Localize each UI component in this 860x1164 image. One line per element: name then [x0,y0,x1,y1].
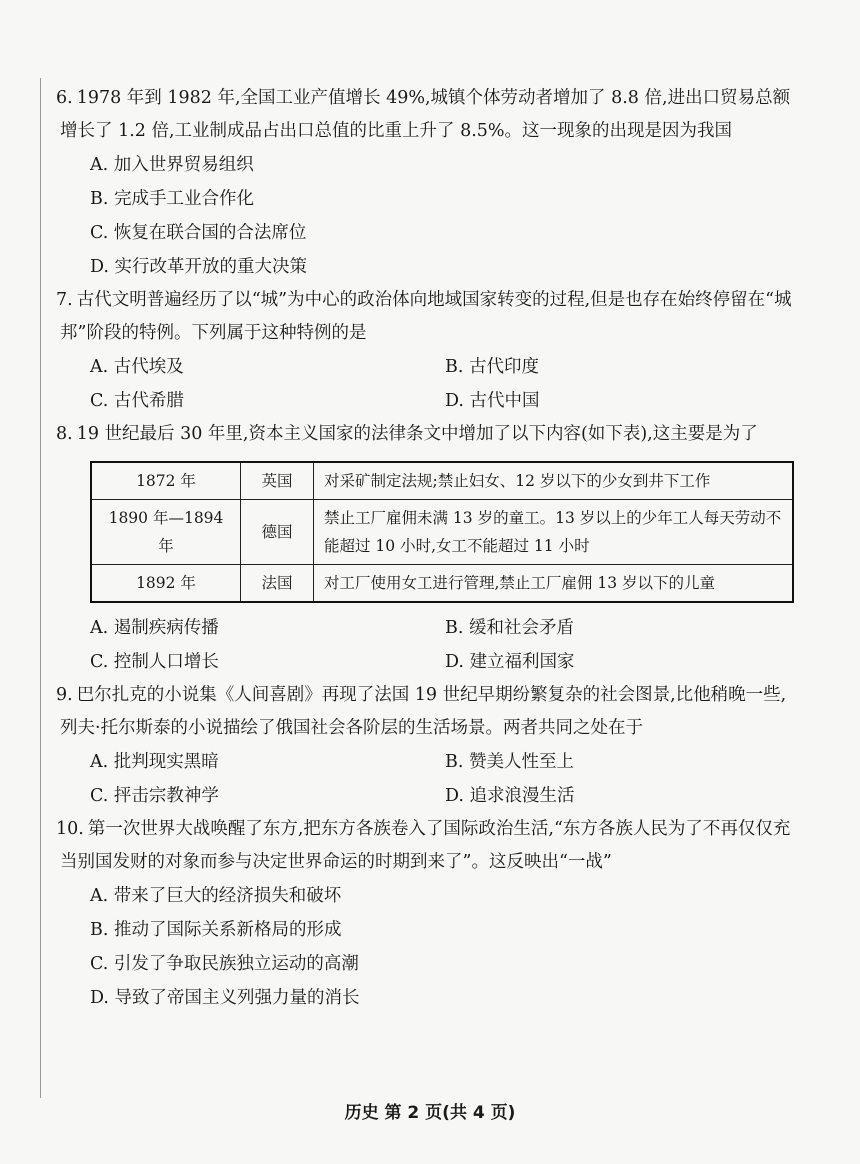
question-number: 10. [56,819,84,839]
question-8 [56,418,800,679]
page-binding-edge [40,78,41,1098]
question-text: 古代文明普遍经历了以“城”为中心的政治体向地域国家转变的过程,但是也存在始终停留在“城邦”阶段的特例。下列属于这种特例的是 [60,290,792,343]
option-c[interactable]: C. 抨击宗教神学 [90,786,219,806]
question-6 [56,82,800,284]
option-d[interactable]: D. 建立福利国家 [445,652,575,672]
law-table-wrapper [90,461,800,603]
table-cell-year: 1892 年 [91,565,241,603]
question-10 [56,813,800,1015]
option-b[interactable]: B. 完成手工业合作化 [90,189,254,209]
question-text: 第一次世界大战唤醒了东方,把东方各族卷入了国际政治生活,“东方各族人民为了不再仅仅充当别国发财的对象而参与决定世界命运的时期到来了”。这反映出“一战” [60,819,791,872]
option-c[interactable]: C. 引发了争取民族独立运动的高潮 [90,954,359,974]
option-c[interactable]: C. 恢复在联合国的合法席位 [90,223,307,243]
option-a[interactable]: A. 遏制疾病传播 [90,618,219,638]
option-a[interactable]: A. 古代埃及 [90,357,184,377]
page-footer: 历史 第 2 页(共 4 页) [344,1103,516,1123]
table-row [91,565,793,603]
table-cell-content: 对采矿制定法规;禁止妇女、12 岁以下的少女到井下工作 [314,462,794,500]
table-cell-country: 德国 [241,500,314,565]
option-a[interactable]: A. 加入世界贸易组织 [90,155,254,175]
table-row [91,462,793,500]
option-b[interactable]: B. 缓和社会矛盾 [445,618,574,638]
question-number: 6. [56,88,73,108]
option-d[interactable]: D. 追求浪漫生活 [445,786,575,806]
question-number: 8. [56,424,73,444]
option-d[interactable]: D. 导致了帝国主义列强力量的消长 [90,988,360,1008]
question-text: 巴尔扎克的小说集《人间喜剧》再现了法国 19 世纪早期纷繁复杂的社会图景,比他稍晚一些,列夫·托尔斯泰的小说描绘了俄国社会各阶层的生活场景。两者共同之处在于 [60,685,787,738]
table-cell-content: 对工厂使用女工进行管理,禁止工厂雇佣 13 岁以下的儿童 [314,565,794,603]
table-row [91,500,793,565]
table-cell-year: 1872 年 [91,462,241,500]
option-c[interactable]: C. 古代希腊 [90,391,184,411]
table-cell-country: 法国 [241,565,314,603]
table-cell-year: 1890 年—1894 年 [91,500,241,565]
option-b[interactable]: B. 赞美人性至上 [445,752,574,772]
option-a[interactable]: A. 批判现实黑暗 [90,752,219,772]
table-cell-content: 禁止工厂雇佣未满 13 岁的童工。13 岁以上的少年工人每天劳动不能超过 10 小时,女工不能超过 11 小时 [314,500,794,565]
question-text: 1978 年到 1982 年,全国工业产值增长 49%,城镇个体劳动者增加了 8.8 倍,进出口贸易总额增长了 1.2 倍,工业制成品占出口总值的比重上升了 8.5%。这一现象的出现是因为我国 [60,88,791,141]
exam-page [56,82,800,1015]
table-cell-country: 英国 [241,462,314,500]
question-7 [56,284,800,418]
option-c[interactable]: C. 控制人口增长 [90,652,219,672]
question-text: 19 世纪最后 30 年里,资本主义国家的法律条文中增加了以下内容(如下表),这主要是为了 [76,424,758,444]
option-d[interactable]: D. 古代中国 [445,391,540,411]
option-d[interactable]: D. 实行改革开放的重大决策 [90,257,308,277]
question-9 [56,679,800,813]
law-table [90,461,794,603]
option-b[interactable]: B. 推动了国际关系新格局的形成 [90,920,342,940]
option-a[interactable]: A. 带来了巨大的经济损失和破坏 [90,886,342,906]
question-number: 7. [56,290,73,310]
option-b[interactable]: B. 古代印度 [445,357,539,377]
question-number: 9. [56,685,73,705]
